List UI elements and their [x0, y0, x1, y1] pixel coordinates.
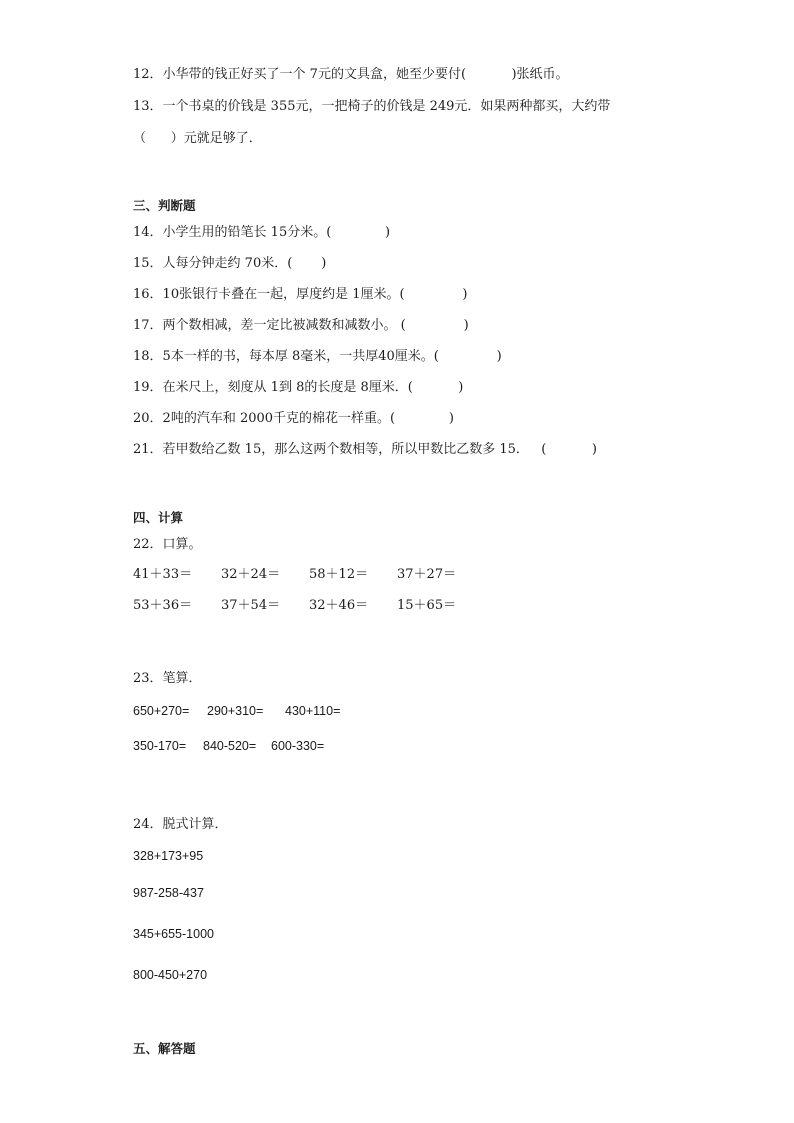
written-calc-item: 290+310=: [207, 704, 264, 718]
judge-question-19: 19．在米尺上，刻度从 1到 8的长度是 8厘米．( ): [133, 380, 464, 395]
stepwise-calc-item: 345+655-1000: [133, 927, 214, 941]
stepwise-calc-item: 328+173+95: [133, 849, 204, 863]
question-13-line2: （ ）元就足够了．: [133, 131, 262, 146]
written-calc-item: 650+270=: [133, 704, 190, 718]
judge-question-16: 16．10张银行卡叠在一起，厚度约是 1厘米。( ): [133, 287, 468, 302]
oral-calc-item: 32＋46＝: [309, 598, 369, 613]
stepwise-calc-item: 987-258-437: [133, 886, 204, 900]
written-calc-item: 840-520=: [203, 739, 257, 753]
judge-question-17: 17．两个数相减，差一定比被减数和减数小。 ( ): [133, 318, 469, 333]
question-13-line1: 13．一个书桌的价钱是 355元，一把椅子的价钱是 249元．如果两种都买，大约带: [133, 99, 611, 114]
written-calc-item: 600-330=: [271, 739, 325, 753]
stepwise-calc-item: 800-450+270: [133, 968, 208, 982]
oral-calc-item: 15＋65＝: [397, 598, 457, 613]
judge-question-18: 18．5本一样的书，每本厚 8毫米，一共厚40厘米。( ): [133, 349, 502, 364]
question-12: 12．小华带的钱正好买了一个 7元的文具盒，她至少要付( )张纸币。: [133, 67, 569, 82]
judge-question-20: 20．2吨的汽车和 2000千克的棉花一样重。( ): [133, 411, 454, 426]
oral-calc-item: 53＋36＝: [133, 598, 193, 613]
written-calc-item: 430+110=: [285, 704, 341, 718]
oral-calc-item: 41＋33＝: [133, 567, 193, 582]
question-24-title: 24．脱式计算．: [133, 817, 228, 832]
judge-question-15: 15．人每分钟走约 70米．( ): [133, 256, 327, 271]
section-3-title: 三、判断题: [133, 198, 196, 213]
judge-question-21: 21．若甲数给乙数 15，那么这两个数相等，所以甲数比乙数多 15． ( ): [133, 442, 597, 457]
section-5-title: 五、解答题: [133, 1041, 196, 1056]
written-calc-item: 350-170=: [133, 739, 187, 753]
oral-calc-item: 37＋27＝: [397, 567, 457, 582]
section-4-title: 四、计算: [133, 510, 184, 525]
oral-calc-item: 32＋24＝: [221, 567, 281, 582]
oral-calc-item: 58＋12＝: [309, 567, 369, 582]
question-23-title: 23．笔算．: [133, 671, 202, 686]
judge-question-14: 14．小学生用的铅笔长 15分米。( ): [133, 225, 391, 240]
oral-calc-item: 37＋54＝: [221, 598, 281, 613]
question-22-title: 22．口算。: [133, 537, 202, 552]
